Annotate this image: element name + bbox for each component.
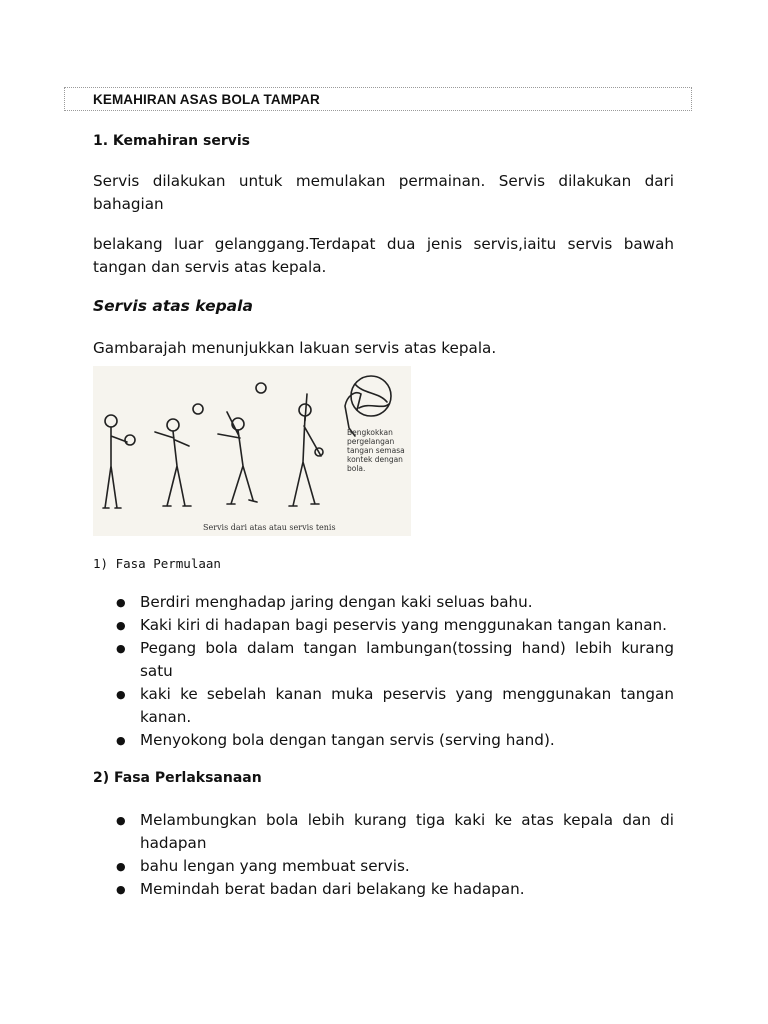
fasa-permulaan-list [112, 591, 674, 752]
fasa-permulaan-heading: 1) Fasa Permulaan [93, 556, 221, 571]
section-heading: 1. Kemahiran servis [93, 133, 251, 149]
bullet-icon: ● [116, 596, 126, 609]
serve-sequence-figure [93, 366, 411, 536]
bullet-icon: ● [116, 860, 126, 873]
intro-text: Gambarajah menunjukkan lakuan servis atas kepala. [93, 339, 497, 357]
bullet-icon: ● [116, 734, 126, 747]
list-item: ● bahu lengan yang membuat servis. [112, 855, 674, 878]
list-item: ● Melambungkan bola lebih kurang tiga kaki ke atas kepala dan di hadapan [116, 811, 674, 852]
list-item: ● Kaki kiri di hadapan bagi peservis yang menggunakan tangan kanan. [112, 614, 674, 637]
list-item: ● Memindah berat badan dari belakang ke hadapan. [112, 878, 674, 901]
figure-note-line: Bengkokkan [347, 428, 393, 437]
bullet-icon: ● [116, 642, 126, 655]
figure-note-line: pergelangan [347, 437, 395, 446]
bullet-icon: ● [116, 883, 126, 896]
bullet-icon: ● [116, 619, 126, 632]
paragraph-2: belakang luar gelanggang.Terdapat dua jenis servis,iaitu servis bawah tangan dan servis atas kepala. [93, 235, 674, 276]
fasa-perlaksanaan-list [112, 809, 674, 901]
list-item: ● Pegang bola dalam tangan lambungan(tossing hand) lebih kurang satu [116, 639, 674, 680]
fasa-perlaksanaan-heading: 2) Fasa Perlaksanaan [93, 770, 262, 786]
subheading: Servis atas kepala [93, 297, 253, 315]
figure-note-line: tangan semasa [347, 446, 405, 455]
figure-note-line: kontek dengan [347, 455, 403, 464]
bullet-icon: ● [116, 688, 126, 701]
bullet-icon: ● [116, 814, 126, 827]
list-item: ● Menyokong bola dengan tangan servis (serving hand). [112, 729, 674, 752]
title-box [64, 87, 692, 111]
paragraph-1: Servis dilakukan untuk memulakan permainan. Servis dilakukan dari bahagian [93, 172, 674, 213]
list-item: ● Berdiri menghadap jaring dengan kaki seluas bahu. [112, 591, 674, 614]
list-item: ● kaki ke sebelah kanan muka peservis yang menggunakan tangan kanan. [116, 685, 674, 726]
figure-caption: Servis dari atas atau servis tenis [203, 523, 336, 532]
figure-note-line: bola. [347, 464, 366, 473]
document-title: KEMAHIRAN ASAS BOLA TAMPAR [93, 92, 320, 107]
